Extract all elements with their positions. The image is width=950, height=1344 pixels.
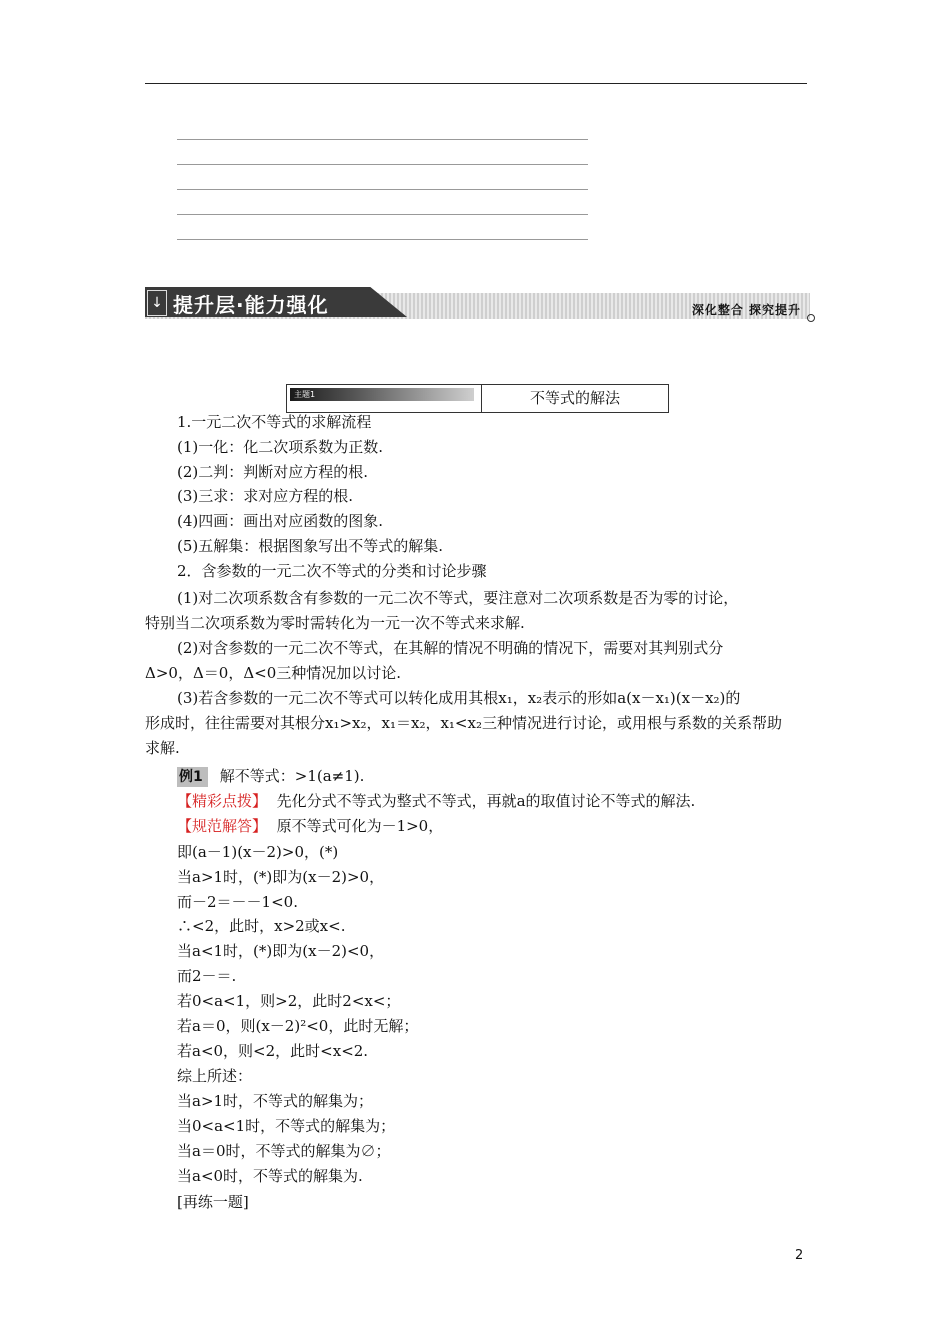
text-line: 特别当二次项系数为零时需转化为一元一次不等式来求解. (145, 614, 525, 632)
text-line: (1)一化：化二次项系数为正数. (177, 438, 384, 456)
text-line: (3)三求：求对应方程的根. (177, 487, 354, 505)
text-line: 形成时，往往需要对其根分x₁>x₂，x₁＝x₂，x₁<x₂三种情况进行讨论，或用根与系数的关系帮助 (145, 714, 782, 732)
theme-header-table (286, 384, 669, 413)
solution-line: 当a<1时，(*)即为(x－2)<0， (177, 942, 385, 960)
page-number: 2 (795, 1248, 804, 1263)
solution-line: 若a<0，则<2，此时<x<2. (177, 1042, 369, 1060)
blank-line (177, 164, 588, 165)
solution-line: ∴<2，此时，x>2或x<. (177, 917, 346, 935)
text-line: 1.一元二次不等式的求解流程 (177, 413, 372, 431)
solution-line: 当a<0时，不等式的解集为. (177, 1167, 363, 1185)
solution-line: 即(a－1)(x－2)>0，(*) (177, 843, 339, 861)
hint-text: 先化分式不等式为整式不等式，再就a的取值讨论不等式的解法. (276, 792, 696, 810)
blank-line (177, 189, 588, 190)
example-text: 解不等式：>1(a≠1). (219, 767, 365, 785)
text-line: (5)五解集：根据图象写出不等式的解集. (177, 537, 444, 555)
solution-line: 当a>1时，(*)即为(x－2)>0， (177, 868, 385, 886)
arrow-down-icon: ↓ (147, 290, 167, 316)
text-line: 2．含参数的一元二次不等式的分类和讨论步骤 (177, 562, 487, 580)
example-label: 例1 (177, 767, 208, 787)
solution-line: 当a>1时，不等式的解集为； (177, 1092, 374, 1110)
text-line: (2)二判：判断对应方程的根. (177, 463, 369, 481)
text-line: (3)若含参数的一元二次不等式可以转化成用其根x₁，x₂表示的形如a(x－x₁)(x－x₂)的 (177, 689, 741, 707)
solution-line: 若0<a<1，则>2，此时2<x<； (177, 992, 401, 1010)
example-line (177, 766, 364, 787)
header-rule (145, 83, 807, 84)
theme-tag-label: 主题1 (294, 390, 316, 399)
text-line: (4)四画：画出对应函数的图象. (177, 512, 384, 530)
solution-line: 当a＝0时，不等式的解集为∅； (177, 1142, 391, 1160)
solution-line: 若a＝0，则(x－2)²<0，此时无解； (177, 1017, 419, 1035)
section-banner (145, 287, 815, 323)
blank-line (177, 139, 588, 140)
banner-end-icon (807, 314, 815, 322)
theme-tag (290, 388, 474, 401)
solution-label: 【规范解答】 (177, 817, 268, 835)
hint-line (177, 791, 695, 811)
text-line: 求解. (145, 739, 180, 757)
banner-subtitle: 深化整合 探究提升 (691, 303, 801, 317)
blank-line (177, 214, 588, 215)
solution-line: 而2－＝. (177, 967, 237, 985)
solution-text: 原不等式可化为－1>0， (276, 817, 444, 835)
theme-title: 不等式的解法 (529, 389, 620, 407)
solution-line: 综上所述： (177, 1067, 253, 1085)
practice-label: [再练一题] (177, 1193, 249, 1211)
text-line: (2)对含参数的一元二次不等式，在其解的情况不明确的情况下，需要对其判别式分 (177, 639, 724, 657)
blank-line (177, 239, 588, 240)
hint-label: 【精彩点拨】 (177, 792, 268, 810)
solution-line: 当0<a<1时，不等式的解集为； (177, 1117, 396, 1135)
theme-tag-cell (287, 385, 482, 412)
banner-title: 提升层·能力强化 (173, 293, 329, 317)
text-line: (1)对二次项系数含有参数的一元二次不等式，要注意对二次项系数是否为零的讨论， (177, 589, 739, 607)
text-line: Δ>0，Δ＝0，Δ<0三种情况加以讨论. (145, 664, 402, 682)
solution-header (177, 816, 443, 836)
solution-line: 而－2＝－－1<0. (177, 893, 298, 911)
